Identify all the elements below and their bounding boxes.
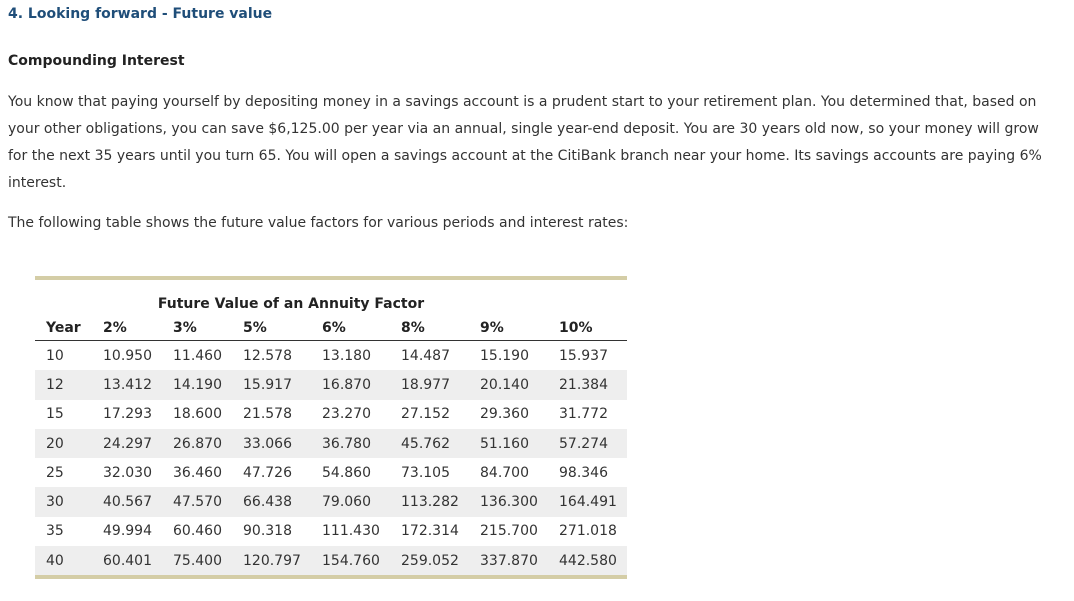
factor-cell: 51.160 <box>480 429 559 458</box>
factor-cell: 164.491 <box>559 487 627 516</box>
header-2pct: 2% <box>103 316 173 341</box>
table-row <box>35 458 627 487</box>
year-cell: 30 <box>35 487 103 516</box>
factor-cell: 32.030 <box>103 464 152 481</box>
factor-cell: 111.430 <box>322 523 380 540</box>
factor-cell: 47.726 <box>243 464 292 481</box>
header-3pct: 3% <box>173 316 243 341</box>
header-5pct: 5% <box>243 316 322 341</box>
factor-cell: 57.274 <box>559 429 627 458</box>
year-cell: 35 <box>46 523 64 540</box>
factor-cell: 24.297 <box>103 429 173 458</box>
header-year: Year <box>35 316 103 341</box>
problem-paragraph: You know that paying yourself by depositing money in a savings account is a prudent start to your retirement plan. You determined that, based on your other obligations, you can save $6,125.00 per year via an annual, single year-end deposit. You are 30 years old now, so your money will grow for the next 35 years until you turn 65. You will open a savings account at the CitiBank branch near your home. Its savings accounts are paying 6% interest. <box>8 94 1042 191</box>
factor-cell: 154.760 <box>322 546 401 575</box>
factor-cell: 29.360 <box>480 406 529 423</box>
factor-cell: 18.600 <box>173 406 222 423</box>
factor-cell: 36.460 <box>173 464 222 481</box>
factor-cell: 215.700 <box>480 523 538 540</box>
table-row <box>35 487 627 516</box>
factor-cell: 23.270 <box>322 406 371 423</box>
year-cell: 10 <box>46 347 64 364</box>
factor-cell: 17.293 <box>103 406 152 423</box>
factor-cell: 40.567 <box>103 487 173 516</box>
factor-cell: 49.994 <box>103 523 152 540</box>
table-row <box>35 429 627 458</box>
factor-cell: 172.314 <box>401 523 459 540</box>
factor-cell: 14.487 <box>401 347 450 364</box>
factor-cell: 21.578 <box>243 406 292 423</box>
factor-cell: 18.977 <box>401 370 480 399</box>
factor-cell: 36.780 <box>322 429 401 458</box>
factor-cell: 54.860 <box>322 464 371 481</box>
factor-cell: 20.140 <box>480 370 559 399</box>
factor-cell: 73.105 <box>401 464 450 481</box>
factor-cell: 136.300 <box>480 487 559 516</box>
factor-cell: 66.438 <box>243 487 322 516</box>
factor-cell: 31.772 <box>559 406 608 423</box>
table-header-row <box>35 316 627 341</box>
factor-cell: 21.384 <box>559 370 627 399</box>
factor-cell: 27.152 <box>401 406 450 423</box>
factor-cell: 120.797 <box>243 546 322 575</box>
factor-cell: 337.870 <box>480 546 559 575</box>
factor-cell: 14.190 <box>173 370 243 399</box>
question-title: 4. Looking forward - Future value <box>8 6 273 22</box>
factor-cell: 11.460 <box>173 347 222 364</box>
factor-cell: 60.401 <box>103 546 173 575</box>
annuity-factor-table <box>35 276 627 579</box>
table-row <box>35 546 627 575</box>
table-row <box>35 341 627 371</box>
year-cell: 12 <box>35 370 103 399</box>
factor-cell: 75.400 <box>173 546 243 575</box>
factor-cell: 12.578 <box>243 347 292 364</box>
header-9pct: 9% <box>480 316 559 341</box>
table-row <box>35 517 627 546</box>
factor-cell: 13.180 <box>322 347 371 364</box>
factor-cell: 442.580 <box>559 546 627 575</box>
factor-cell: 13.412 <box>103 370 173 399</box>
table-intro: The following table shows the future value factors for various periods and interest rates: <box>8 215 629 231</box>
factor-cell: 47.570 <box>173 487 243 516</box>
table-body <box>35 341 627 576</box>
header-10pct: 10% <box>559 316 627 341</box>
factor-cell: 84.700 <box>480 464 529 481</box>
factor-cell: 15.917 <box>243 370 322 399</box>
factor-cell: 33.066 <box>243 429 322 458</box>
section-subtitle: Compounding Interest <box>8 53 185 69</box>
factor-cell: 10.950 <box>103 347 152 364</box>
factor-cell: 45.762 <box>401 429 480 458</box>
table-caption: Future Value of an Annuity Factor <box>157 296 425 312</box>
year-cell: 15 <box>46 406 64 423</box>
header-8pct: 8% <box>401 316 480 341</box>
factor-cell: 15.937 <box>559 347 608 364</box>
factor-cell: 16.870 <box>322 370 401 399</box>
year-cell: 25 <box>46 464 64 481</box>
factor-table <box>35 316 627 575</box>
table-row <box>35 400 627 429</box>
factor-cell: 98.346 <box>559 464 608 481</box>
year-cell: 40 <box>35 546 103 575</box>
header-6pct: 6% <box>322 316 401 341</box>
factor-cell: 60.460 <box>173 523 222 540</box>
year-cell: 20 <box>35 429 103 458</box>
factor-cell: 113.282 <box>401 487 480 516</box>
factor-cell: 15.190 <box>480 347 529 364</box>
factor-cell: 26.870 <box>173 429 243 458</box>
factor-cell: 271.018 <box>559 523 617 540</box>
factor-cell: 90.318 <box>243 523 292 540</box>
factor-cell: 79.060 <box>322 487 401 516</box>
table-row <box>35 370 627 399</box>
factor-cell: 259.052 <box>401 546 480 575</box>
